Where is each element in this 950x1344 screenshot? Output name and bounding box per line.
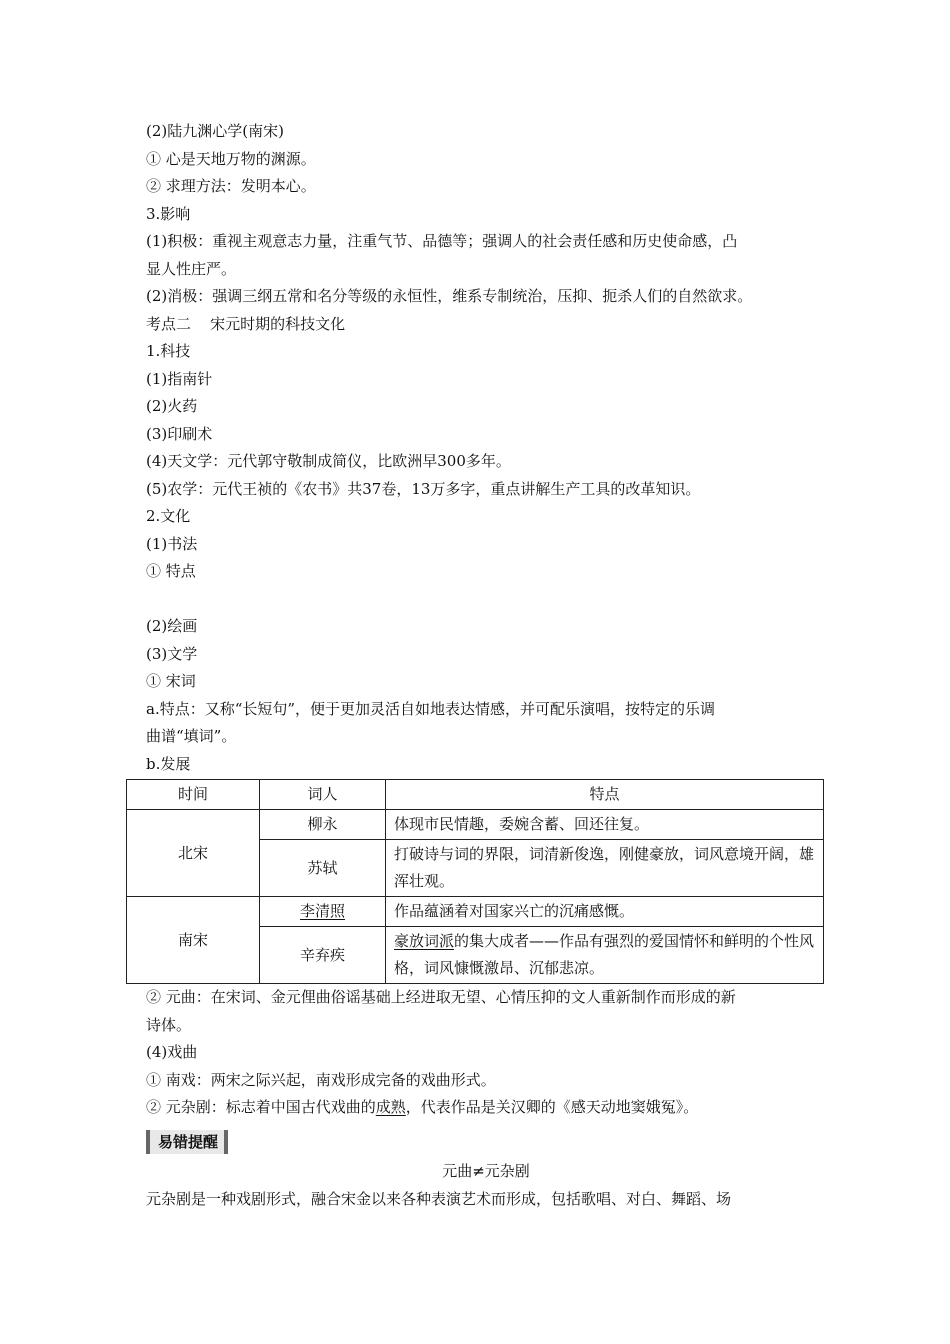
text-line: 诗体。 [146,1015,192,1034]
section-c [146,984,826,1122]
section-b [146,613,826,778]
underlined-term: 成熟 [375,1098,406,1116]
text-line: 曲谱“填词”。 [146,727,237,745]
feature-cell: 打破诗与词的界限，词清新俊逸，刚健豪放，词风意境开阔，雄浑壮观。 [386,840,824,897]
document-page [146,118,826,1213]
era-cell: 北宋 [127,810,260,897]
text-line: b.发展 [146,754,191,773]
text-line: 2.文化 [146,507,191,525]
era-cell: 南宋 [127,897,260,984]
table-row [127,897,824,927]
underlined-poet: 李清照 [299,902,345,920]
text-line: (4)戏曲 [146,1043,198,1061]
header-poet: 词人 [260,780,386,810]
text-line: (3)印刷术 [146,424,213,443]
text-line: a.特点：又称“长短句”，便于更加灵活自如地表达情感，并可配乐演唱，按特定的乐调 [146,699,716,718]
text-line: ① 南戏：两宋之际兴起，南戏形成完备的戏曲形式。 [146,1070,496,1089]
header-feature: 特点 [386,780,824,810]
text-line: ① 心是天地万物的渊源。 [146,149,316,168]
header-time: 时间 [127,780,260,810]
poet-cell: 辛弃疾 [260,927,386,984]
text-line: 1.科技 [146,342,191,360]
text-line: ② 求理方法：发明本心。 [146,177,316,195]
poet-cell [260,897,386,927]
zaju-text: ② 元杂剧：标志着中国古代戏曲的 [146,1098,376,1116]
zaju-text: ，代表作品是关汉卿的《感天动地窦娥冤》。 [405,1098,699,1116]
text-line: (2)陆九渊心学(南宋) [146,122,284,140]
text-line: (2)绘画 [146,617,198,635]
text-line: 3.影响 [146,204,191,223]
feature-cell [386,927,824,984]
poet-cell: 苏轼 [260,840,386,897]
section-heading: 考点二 宋元时期的科技文化 [146,314,346,333]
text-line: (1)积极：重视主观意志力量，注重气节、品德等；强调人的社会责任感和历史使命感，凸 [146,232,738,250]
text-line: (1)指南针 [146,369,213,388]
section-a [146,118,826,586]
text-line: (4)天文学：元代郭守敬制成简仪，比欧洲早300多年。 [146,452,511,470]
text-line: (2)火药 [146,397,198,415]
tip-title: 元曲≠元杂剧 [442,1161,530,1180]
text-line: 显人性庄严。 [146,259,237,278]
poet-cell: 柳永 [260,810,386,840]
feature-text: 的集大成者——作品有强烈的爱国情怀和鲜明的个性风格，词风慷慨激昂、沉郁悲凉。 [394,932,815,977]
ci-development-table [126,779,824,984]
table-header-row [127,780,824,810]
text-line: ① 特点 [146,562,196,580]
text-line: ① 宋词 [146,672,196,690]
text-line: (5)农学：元代王祯的《农书》共37卷，13万多字，重点讲解生产工具的改革知识。 [146,479,701,498]
feature-cell: 体现市民情趣，委婉含蓄、回还往复。 [386,810,824,840]
text-line: (3)文学 [146,644,198,663]
tip-body: 元杂剧是一种戏剧形式，融合宋金以来各种表演艺术而形成，包括歌唱、对白、舞蹈、场 [146,1189,732,1208]
text-line: (2)消极：强调三纲五常和名分等级的永恒性，维系专制统治，压抑、扼杀人们的自然欲求。 [146,287,753,305]
underlined-term: 豪放词派 [394,932,455,950]
feature-cell: 作品蕴涵着对国家兴亡的沉痛感慨。 [386,897,824,927]
error-tip-badge: 易错提醒 [146,1130,228,1154]
blank-space [146,586,826,614]
table-row [127,810,824,840]
text-line: ② 元曲：在宋词、金元俚曲俗谣基础上经进取无望、心情压抑的文人重新制作而形成的新 [146,988,736,1006]
text-line [146,1094,826,1122]
text-line: (1)书法 [146,534,198,553]
